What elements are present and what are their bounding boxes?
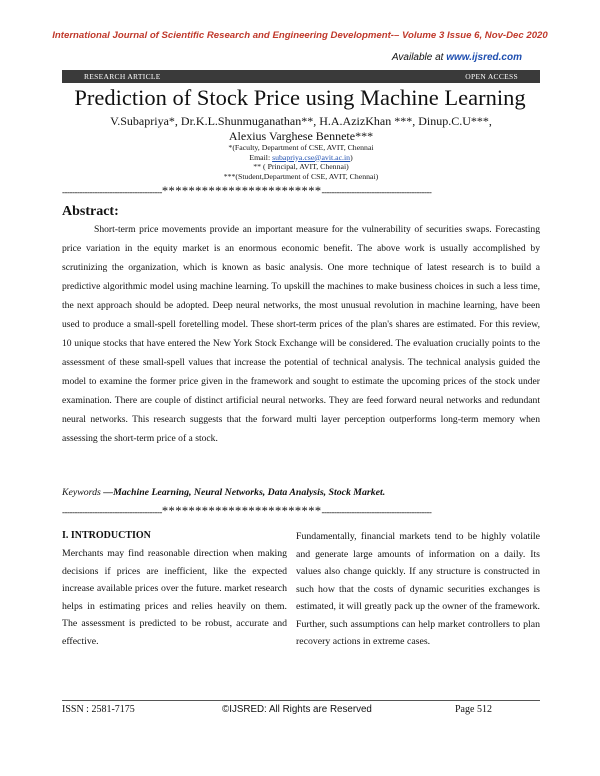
journal-header: International Journal of Scientific Research and Engineering Development-– Volume 3 Issue 6, Nov-Dec 2020 bbox=[52, 30, 548, 41]
intro-column-right: Fundamentally, financial markets tend to be highly volatile and generate large amounts of information on a daily. Its values also change quickly. If any structure is constructed in such how that the costs of dynamic securities exchanges is estimated, it will greatly pack up the owner of the framework. Further, such assumptions can help market controllers to plan recovery actions in extreme cases. bbox=[296, 531, 540, 647]
available-label: Available at bbox=[391, 52, 444, 63]
affiliation-faculty: *(Faculty, Department of CSE, AVIT, Chennai bbox=[228, 143, 374, 152]
separator2-dashes-left: ---------------------------------------- bbox=[62, 507, 162, 517]
article-type-bar bbox=[62, 70, 540, 83]
paper-title: Prediction of Stock Price using Machine Learning bbox=[74, 85, 526, 110]
abstract-text: Short-term price movements provide an important measure for the vulnerability of securities swaps. Forecasting price variation in the equity market is an enormous economic benefit. The above work is usually accomplished by scrutinizing the organization, which is known as basic analysis. One more technique of latest research is to build a predictive algorithmic model using machine learning. To upskill the machines to make business choices in such a less time, the next approach should be adopted. Deep neural networks, the most unusual revolution in machine learning, have been used to produce a small-spell foretelling model. These short-term prices of the plan's shares are estimated. For this review, 10 unique stocks that have entered the New York Stock Exchange will be considered. The evaluation crucially points to the assessment of these small-spell values that increase the potential of technical analysis. The technical analysis guided the model to examine the former price given in the framework and sought to estimate the upcoming prices of the stock under examination. There are couple of distinct artificial neural networks. They are feed forward neural networks and redundant neural networks. This research suggests that the forward multi layer perception outperforms long-term memory when assessing the short-term price of a stock. bbox=[62, 224, 540, 444]
affiliation-student: ***(Student,Department of CSE, AVIT, Chennai) bbox=[223, 171, 379, 181]
keywords-label: Keywords bbox=[62, 487, 101, 498]
author-list bbox=[62, 114, 540, 144]
article-type-label: RESEARCH ARTICLE bbox=[84, 72, 161, 81]
separator-dashes-left: ---------------------------------------- bbox=[62, 187, 162, 197]
separator-bottom bbox=[62, 506, 540, 517]
footer-copyright: ©IJSRED: All Rights are Reserved bbox=[222, 704, 372, 715]
separator-top bbox=[62, 186, 540, 197]
separator2-stars: ************************ bbox=[161, 506, 322, 517]
open-access-label: OPEN ACCESS bbox=[465, 72, 518, 81]
separator2-dashes-right: -------------------------------------------- bbox=[321, 507, 432, 517]
email-close: ) bbox=[350, 152, 353, 162]
affiliation-principal: ** ( Principal, AVIT, Chennai) bbox=[253, 162, 349, 171]
journal-url-link[interactable]: www.ijsred.com bbox=[446, 52, 522, 63]
available-at bbox=[392, 52, 522, 63]
authors-line-1: V.Subapriya*, Dr.K.L.Shunmuganathan**, H.A.AzizKhan ***, Dinup.C.U***, bbox=[110, 114, 492, 128]
footer-page-number: Page 512 bbox=[455, 704, 492, 715]
email-label: Email: bbox=[249, 152, 273, 162]
separator-dashes-right: -------------------------------------------- bbox=[321, 187, 432, 197]
separator-stars: ************************ bbox=[161, 186, 322, 197]
keywords-text: —Machine Learning, Neural Networks, Data Analysis, Stock Market. bbox=[100, 487, 386, 498]
introduction-heading: I. INTRODUCTION bbox=[62, 530, 151, 541]
affiliations bbox=[62, 143, 540, 181]
abstract-heading: Abstract: bbox=[62, 204, 119, 219]
footer-divider bbox=[62, 700, 540, 701]
email-link[interactable]: subapriya.cse@avit.ac.in bbox=[272, 152, 351, 162]
email-line bbox=[62, 153, 540, 163]
keywords bbox=[62, 487, 540, 498]
intro-column-left: Merchants may find reasonable direction when making decisions if prices are inefficient, like the expected increase available prices over the future. market research helps in estimating prices and relies heavily on them. The assessment is predicted to be robust, accurate and effective. bbox=[62, 548, 287, 647]
authors-line-2: Alexius Varghese Bennete*** bbox=[228, 129, 374, 143]
footer-issn: ISSN : 2581-7175 bbox=[62, 704, 135, 715]
